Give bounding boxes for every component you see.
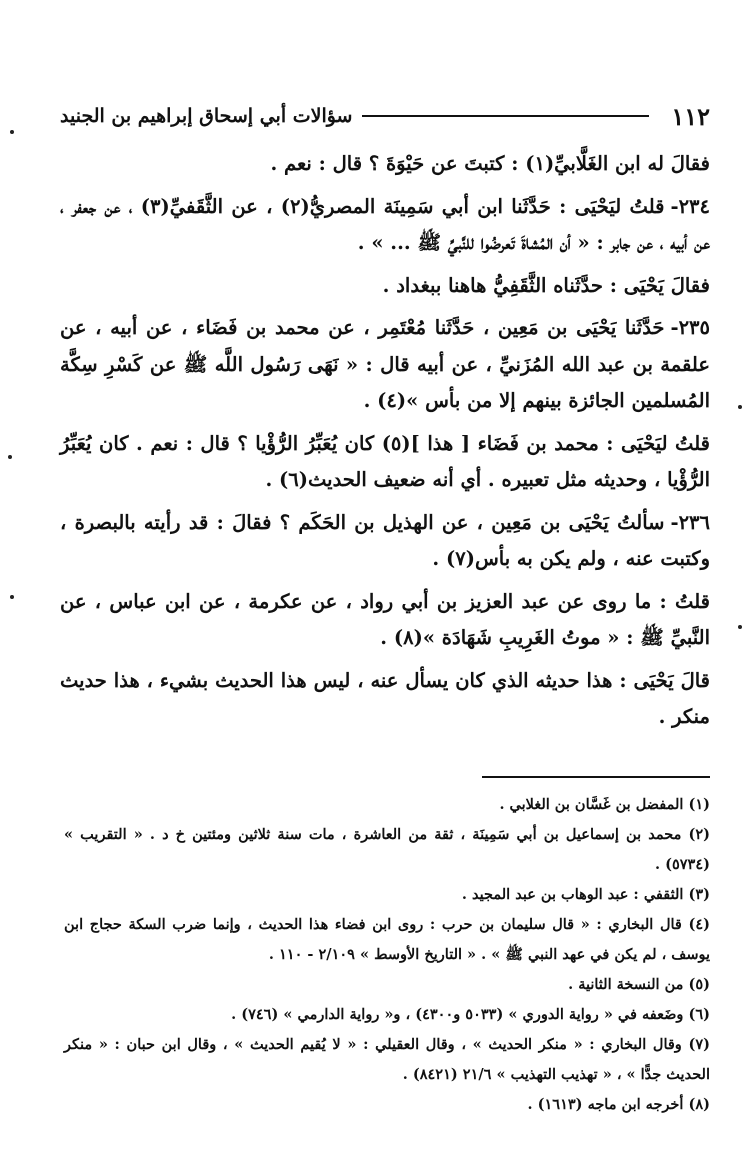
paragraph-text: فقالَ يَحْيَى : حدَّثَناه الثَّقَفِيُّ هاهنا ببغداد . — [382, 273, 710, 297]
paragraph-text: قلتُ : ما روى عن عبد العزيز بن أبي رواد ، عن عكرمة ، عن ابن عباس ، عن النَّبيِّ ﷺ : « موتُ الغَرِيبِ شَهَادَة »(٨) . — [60, 589, 710, 649]
paragraph — [60, 426, 710, 499]
paragraph-text: فقالَ له ابن الغَلَّابيِّ(١) : كتبتَ عن حَيْوَةَ ؟ قال : نعم . — [270, 152, 710, 175]
paragraph-text: قلتُ ليَحْيَى : حَدَّثَنا ابن أبي سَمِينَة المصريُّ(٢) ، عن الثَّقَفيِّ(٣) ، عن جعفر ، عن أبيه ، عن جابر : « أن المُشاةَ تَعرضُوا للنَّبيِّ ﷺ ... » . — [60, 194, 710, 254]
paragraph — [60, 146, 710, 183]
footnote-6: (٦) وضَعفه في « رواية الدوري » (٥٠٣٣ و٤٣٠٠) ، و« رواية الدارمي » (٧٤٦) . — [231, 1006, 710, 1023]
main-text — [60, 146, 710, 736]
footnote-2: (٢) محمد بن إسماعيل بن أبي سَمِينَة ، ثقة من العاشرة ، مات سنة ثلاثين ومئتين خ د . « التقريب » (٥٧٣٤) . — [64, 826, 710, 873]
footnote-7: (٧) وقال البخاري : « منكر الحديث » ، وقال العقيلي : « لا يُقيم الحديث » ، وقال ابن حبان : « منكر الحديث جدًّا » ، « تهذيب التهذيب » ٢١/٦ (٨٤٢١) . — [64, 1036, 710, 1083]
footnotes — [64, 790, 710, 1120]
paragraph-text: قالَ يَحْيَى : هذا حديثه الذي كان يسأل عنه ، ليس هذا الحديث بشيء ، هذا حديث منكر . — [60, 668, 710, 728]
page-number: ١١٢ — [671, 101, 710, 131]
entry-235 — [60, 310, 710, 420]
entry-236 — [60, 505, 710, 578]
entry-number: ٢٣٤- — [670, 194, 710, 218]
paragraph — [60, 663, 710, 736]
entry-number: ٢٣٥- — [670, 316, 710, 339]
paragraph-text: حَدَّثَنا يَحْيَى بن مَعِين ، حَدَّثَنا مُعْتَمِر ، عن محمد بن فَضَاء ، عن أبيه ، عن علقمة بن عبد الله المُزَنيِّ ، عن أبيه قال : « نَهَى رَسُول اللَّه ﷺ عن كَسْرِ سِكَّة المُسلمين الجائزة بينهم إلا من بأس »(٤) . — [60, 316, 710, 412]
footnote-4: (٤) قال البخاري : « قال سليمان بن حرب : روى ابن فضاء هذا الحديث ، وإنما ضرب السكة حجاج ابن يوسف ، لم يكن في عهد النبي ﷺ » . « التاريخ الأوسط » ٢/١٠٩ - ١١٠ . — [64, 916, 710, 963]
scan-speck — [738, 405, 742, 409]
book-title: سؤالات أبي إسحاق إبراهيم بن الجنيد — [60, 105, 353, 127]
footnote-1: (١) المفضل بن غَسَّان بن الغلابي . — [499, 796, 710, 813]
scan-speck — [10, 595, 14, 599]
entry-234 — [60, 189, 710, 262]
footnote-5: (٥) من النسخة الثانية . — [568, 976, 710, 993]
paragraph-text: سألتُ يَحْيَى بن مَعِين ، عن الهذيل بن الحَكَم ؟ فقالَ : قد رأيته بالبصرة ، وكتبت عنه ، ولم يكن به بأس(٧) . — [60, 510, 710, 570]
footnote-separator — [482, 776, 710, 778]
scan-speck — [738, 625, 742, 629]
header-rule — [362, 115, 649, 117]
paragraph — [60, 584, 710, 657]
paragraph — [60, 268, 710, 305]
entry-number: ٢٣٦- — [670, 510, 710, 534]
footnote-8: (٨) أخرجه ابن ماجه (١٦١٣) . — [527, 1096, 710, 1113]
scan-speck — [8, 455, 12, 459]
scan-speck — [10, 130, 14, 134]
running-header — [60, 96, 710, 136]
footnote-3: (٣) الثقفي : عبد الوهاب بن عبد المجيد . — [461, 886, 710, 903]
paragraph-text: قلتُ ليَحْيَى : محمد بن فَضَاء [ هذا ](٥) كان يُعَبِّرُ الرُّؤْيا ؟ قال : نعم . كان يُعَبِّرُ الرُّؤْيا ، وحديثه مثل تعبيره . أي أنه ضعيف الحديث(٦) . — [60, 431, 710, 491]
